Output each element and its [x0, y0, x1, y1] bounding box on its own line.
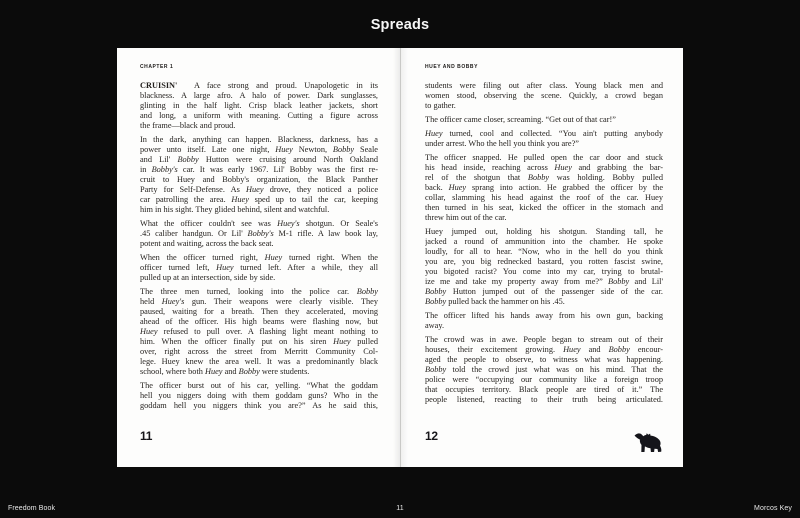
text-line: houses, their excitement growing. Huey and Bobby encour- — [425, 345, 663, 354]
paragraph — [140, 287, 378, 377]
left-page-number: 11 — [140, 429, 153, 443]
text-line: Huey turned, cool and collected. “You ain't putting anybody — [425, 129, 663, 138]
text-line: .45 caliber handgun. Or Lil' Bobby's M-1 rifle. A law book lay, — [140, 229, 378, 238]
right-page-number: 12 — [425, 429, 438, 443]
text-line: you bigoted racist? You come into my car, trying to brutal- — [425, 267, 663, 276]
right-page — [400, 48, 683, 467]
text-line: and long, a uniform with meaning. Cutting a figure across — [140, 111, 378, 120]
text-line: cruit to Huey and Bobby's organization, the Black Panther — [140, 175, 378, 184]
text-line: back. Huey sprang into action. He grabbed the officer by the — [425, 183, 663, 192]
left-page — [117, 48, 400, 467]
text-line: hell you niggers doing with them goddam guns? Who in the — [140, 391, 378, 400]
running-head-title: HUEY AND BOBBY — [425, 64, 478, 70]
text-line: Huey jumped out, holding his shotgun. Standing tall, he — [425, 227, 663, 236]
text-line: The officer snapped. He pulled open the car door and stuck — [425, 153, 663, 162]
text-line: The officer burst out of his car, yelling. “What the goddam — [140, 381, 378, 390]
text-line: under arrest. Who the hell you think you are?” — [425, 139, 579, 148]
text-line: ahead of the officer. His high beams were flashing now, but — [140, 317, 378, 326]
text-line: glinting in the half light. Crisp black leather jackets, short — [140, 101, 378, 110]
paragraph — [140, 253, 378, 283]
text-line: police were “occupying our community like a foreign troop — [425, 375, 663, 384]
paragraph — [425, 311, 663, 331]
text-line: The crowd was in awe. People began to stream out of their — [425, 335, 663, 344]
paragraph — [140, 381, 378, 411]
text-line: Bobby pulled back the hammer on his .45. — [425, 297, 565, 306]
text-line: The officer lifted his hands away from his own gun, backing — [425, 311, 663, 320]
paragraph — [425, 129, 663, 149]
text-line: aged the people to observe, to witness what was happening. — [425, 355, 663, 364]
paragraph — [425, 81, 663, 111]
text-line: Huey refused to pull over. A flashing light meant nothing to — [140, 327, 378, 336]
running-head-chapter: CHAPTER 1 — [140, 64, 174, 70]
text-line: then turned in his seat, kicked the officer in the stomach and — [425, 203, 663, 212]
text-line: that occupies territory. Black people are tired of it.” The — [425, 385, 663, 394]
text-line: ize me and take my property away from me?” Bobby and Lil' — [425, 277, 663, 286]
text-line: lege. Huey knew the area well. It was a predominantly black — [140, 357, 378, 366]
text-line: When the officer turned right, Huey turned right. When the — [140, 253, 378, 262]
book-spread — [117, 48, 683, 467]
footer-page-number: 11 — [396, 504, 404, 512]
text-line: Party for Self-Defense. As Huey drove, they noticed a police — [140, 185, 378, 194]
text-line: CRUISIN' A face strong and proud. Unapologetic in its — [140, 81, 378, 90]
text-line: The three men turned, looking into the police car. Bobby — [140, 287, 378, 296]
paragraph — [140, 219, 378, 249]
text-line: him in his sight. They glided behind, silent and watchful. — [140, 205, 330, 214]
text-line: away. — [425, 321, 445, 330]
text-line: car patrolling the area. Huey sped up to tail the car, keeping — [140, 195, 378, 204]
paragraph — [425, 335, 663, 405]
paragraph — [425, 153, 663, 223]
paragraph — [425, 227, 663, 307]
text-line: school, where both Huey and Bobby were students. — [140, 367, 310, 376]
text-line: blackness. A large afro. A halo of power. Dark sunglasses, — [140, 91, 378, 100]
footer-studio-name: Morcos Key — [754, 504, 792, 512]
paragraph — [425, 115, 663, 125]
text-line: women stood, observing the scene. Quickly, a crowd began — [425, 91, 663, 100]
text-line: his head inside, reaching across Huey and grabbing the bar- — [425, 163, 663, 172]
text-line: collar, slamming his head against the roof of the car. Huey — [425, 193, 663, 202]
text-line: The officer came closer, screaming. “Get out of that car!” — [425, 115, 616, 124]
text-line: power unto itself. Late one night, Huey Newton, Bobby Seale — [140, 145, 378, 154]
right-page-body-text — [425, 81, 663, 409]
text-line: loudly, for all to hear. “Now, who in the hell do you think — [425, 247, 663, 256]
text-line: in Bobby's car. It was early 1967. Lil' Bobby was the first re- — [140, 165, 378, 174]
left-page-body-text — [140, 81, 378, 415]
text-line: jacked a round of ammunition into the chamber. He spoke — [425, 237, 663, 246]
text-line: What the officer couldn't see was Huey's shotgun. Or Seale's — [140, 219, 378, 228]
text-line: people listened, reacting to their truth being articulated. — [425, 395, 663, 404]
text-line: officer turned left, Huey turned left. After a while, they all — [140, 263, 378, 272]
text-line: students were filing out after class. Young black men and — [425, 81, 663, 90]
text-line: rel of the shotgun that Bobby was holding. Bobby pulled — [425, 173, 663, 182]
text-line: Bobby Hutton jumped out of the passenger side of the car. — [425, 287, 663, 296]
text-line: you are, you big rednecked bastard, you rotten fascist swine, — [425, 257, 663, 266]
text-line: pulled up at an intersection, side by side. — [140, 273, 276, 282]
paragraph — [140, 135, 378, 215]
text-line: paused, waiting for a breath. Then they accelerated, moving — [140, 307, 378, 316]
text-line: to gather. — [425, 101, 456, 110]
footer-project-name: Freedom Book — [8, 504, 56, 512]
footer — [0, 502, 800, 514]
text-line: the frame—black and proud. — [140, 121, 236, 130]
text-line: Bobby told the crowd just what was on his mind. That the — [425, 365, 663, 374]
text-line: In the dark, anything can happen. Blackness, darkness, has a — [140, 135, 378, 144]
text-line: and Lil' Bobby Hutton were cruising around North Oakland — [140, 155, 378, 164]
page-title: Spreads — [370, 17, 430, 33]
paragraph — [140, 81, 378, 131]
text-line: him. When the officer finally put on his siren Huey pulled — [140, 337, 378, 346]
text-line: goddam hell you niggers think you are?” As he said this, — [140, 401, 378, 410]
text-line: held Huey's gun. Their weapons were clearly visible. They — [140, 297, 378, 306]
black-panther-logo-icon — [634, 431, 664, 456]
text-line: threw him out of the car. — [425, 213, 507, 222]
text-line: over, right across the street from Merritt Community Col- — [140, 347, 378, 356]
text-line: potent and waiting, across the back seat. — [140, 239, 274, 248]
